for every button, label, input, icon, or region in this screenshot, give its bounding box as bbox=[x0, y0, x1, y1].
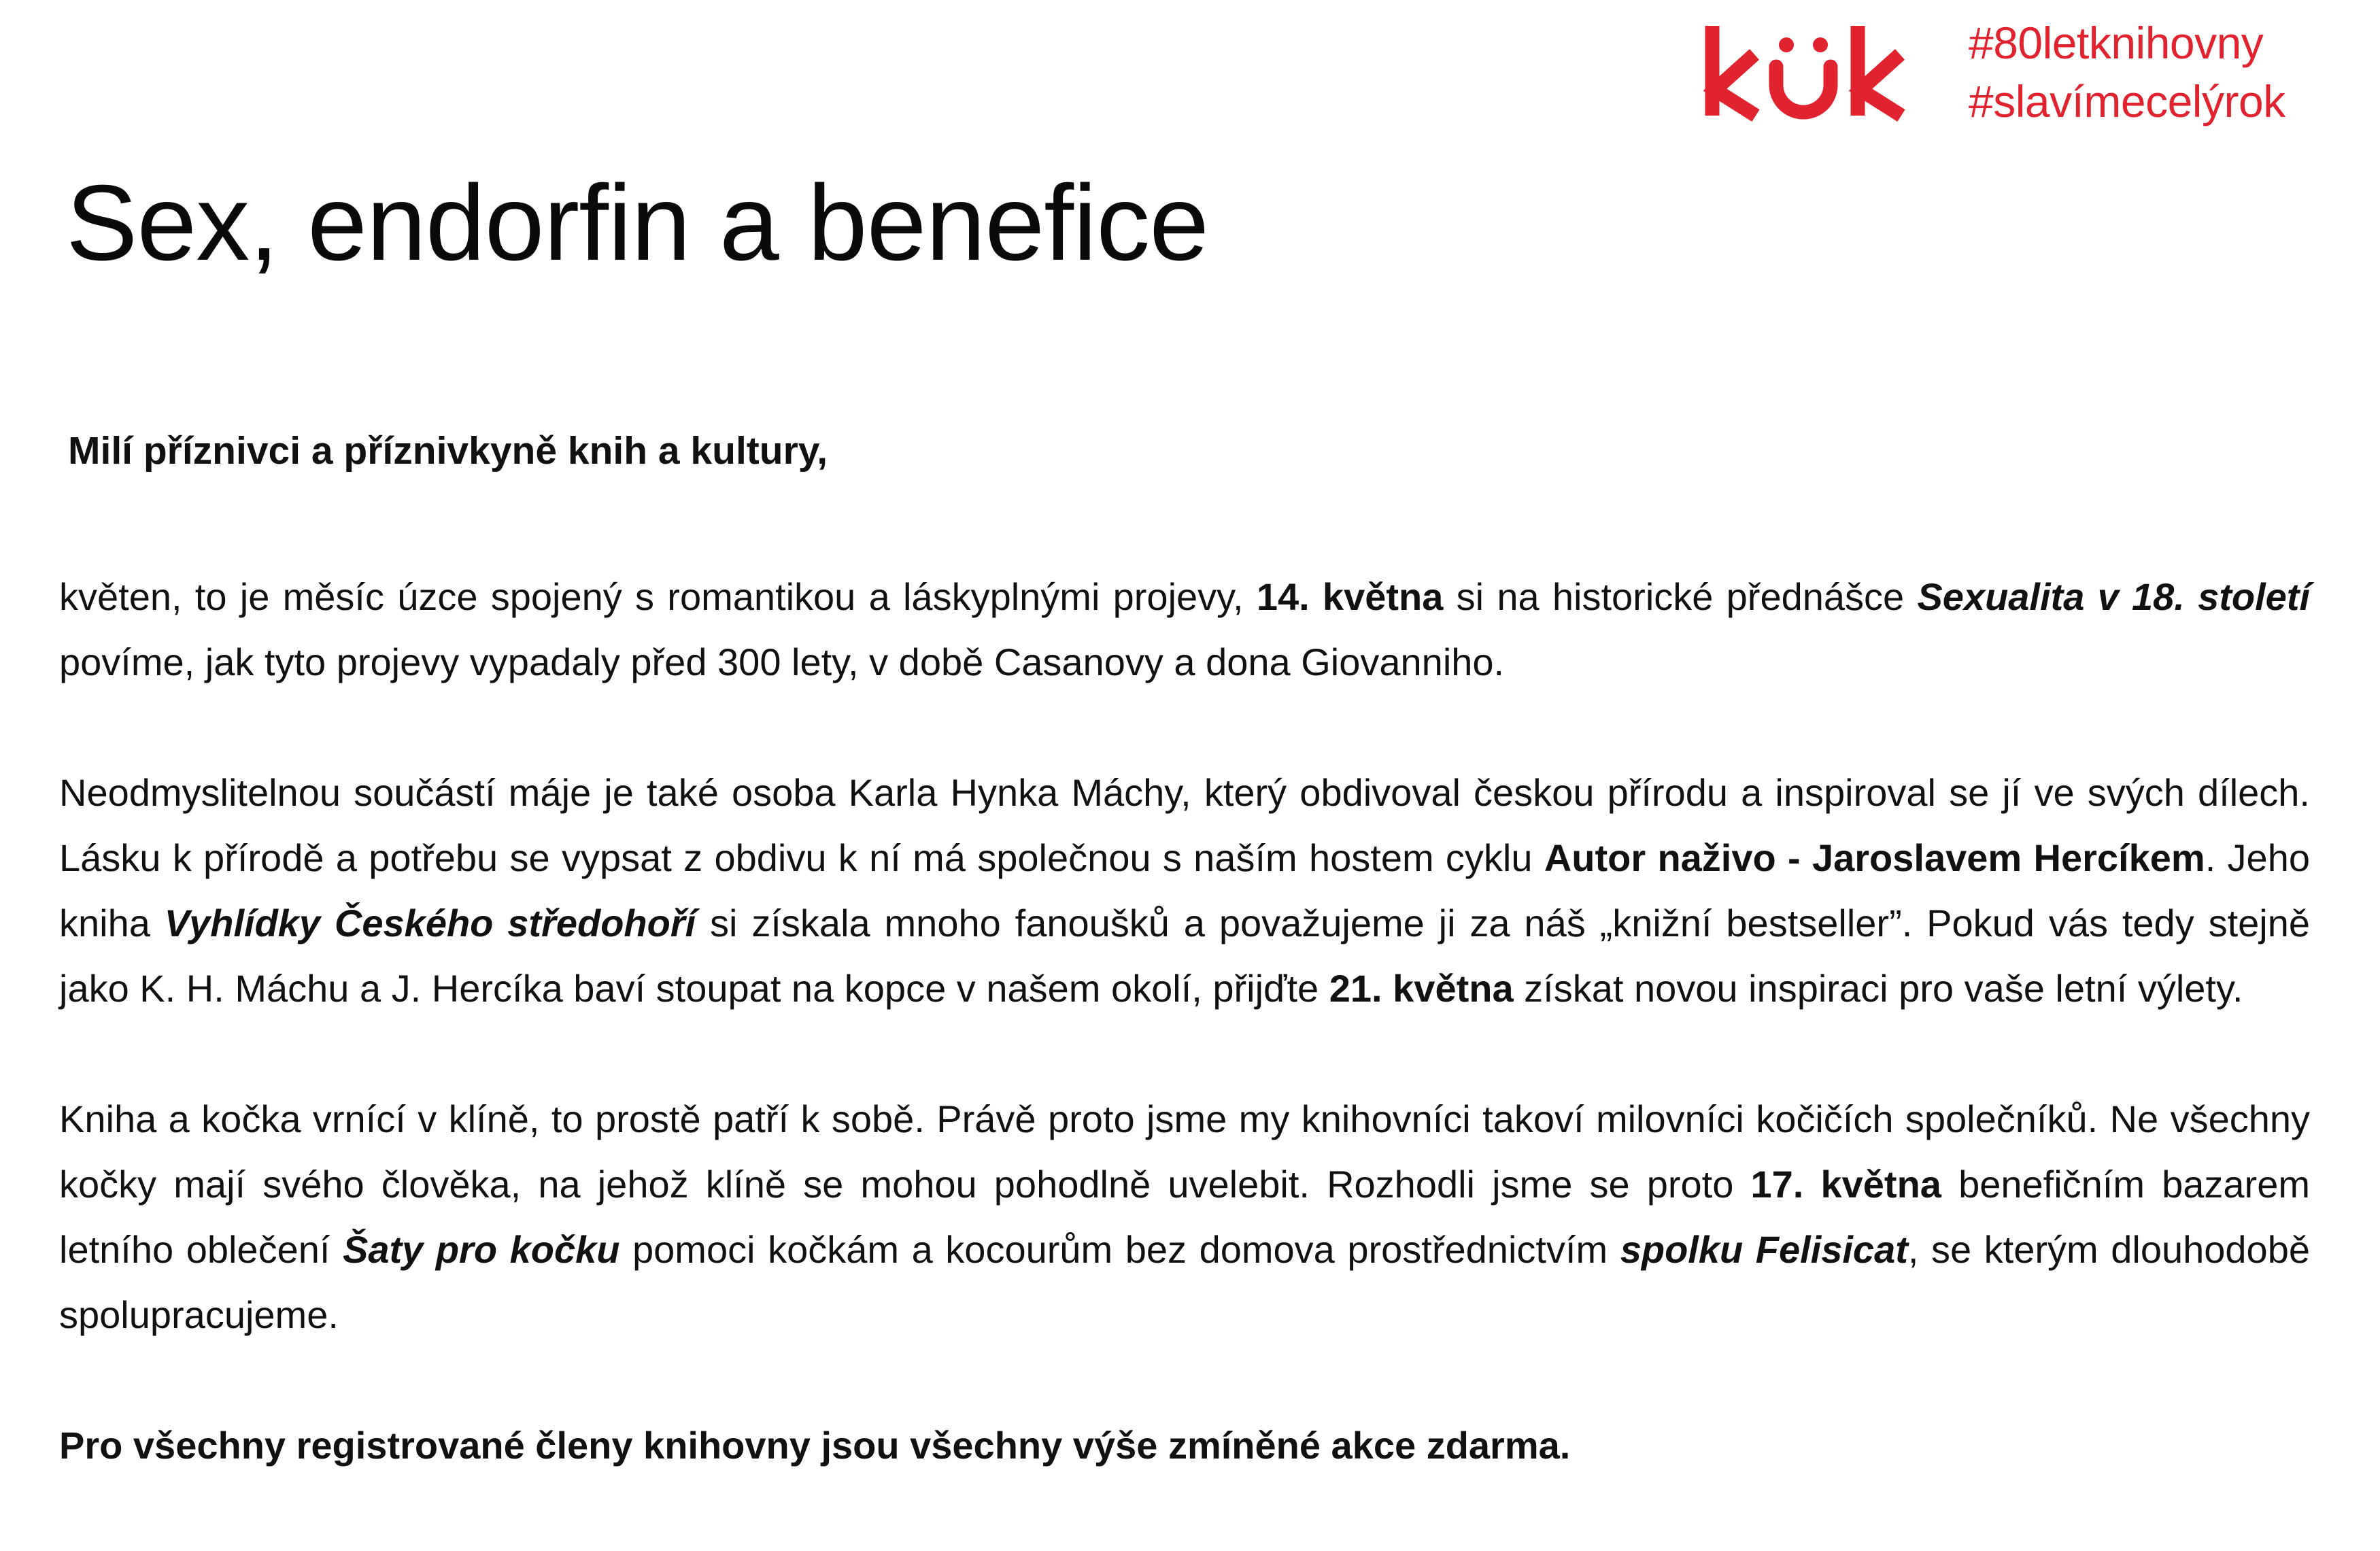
event-date: 21. května bbox=[1329, 967, 1514, 1010]
page-title: Sex, endorfin a benefice bbox=[66, 163, 1209, 283]
event-date: 14. května bbox=[1256, 575, 1444, 618]
paragraph-charity-bazaar bbox=[59, 1087, 2310, 1348]
text: Neodmyslitelnou součástí máje je také osoba Karla Hynka Máchy, který obdivoval českou přírodu a inspiroval se jí ve svých dílech. Lásku k přírodě a potřebu se vypsat z obdivu k ní má společnou s naším hostem cyklu bbox=[59, 771, 2310, 879]
greeting: Milí příznivci a příznivkyně knih a kultury, bbox=[68, 429, 828, 473]
newsletter-body bbox=[59, 564, 2310, 1478]
paragraph-history-lecture bbox=[59, 564, 2310, 695]
text: povíme, jak tyto projevy vypadaly před 300 lety, v době Casanovy a dona Giovanniho. bbox=[59, 641, 1505, 683]
text: květen, to je měsíc úzce spojený s romantikou a láskyplnými projevy, bbox=[59, 575, 1257, 618]
event-date: 17. května bbox=[1750, 1163, 1941, 1206]
kuk-logo-icon bbox=[1700, 20, 1945, 126]
event-title: Sexualita v 18. století bbox=[1917, 575, 2311, 618]
closing-note: Pro všechny registrované členy knihovny jsou všechny výše zmíněné akce zdarma. bbox=[59, 1424, 1571, 1467]
library-logo bbox=[1700, 20, 1945, 126]
paragraph-author-event bbox=[59, 760, 2310, 1021]
text: , se kterým dlouhodobě spolupracujeme. bbox=[59, 1228, 2310, 1336]
text: Kniha a kočka vrnící v klíně, to prostě patří k sobě. Právě proto jsme my knihovníci takoví milovníci kočičích společníků. Ne všechny kočky mají svého člověka, na jehož klíně se mohou pohodlně uvelebit. Rozhodli jsme se proto bbox=[59, 1097, 2310, 1206]
author-name: Autor naživo - Jaroslavem Hercíkem bbox=[1544, 836, 2205, 879]
hashtag-slavimecelyrok: #slavímecelýrok bbox=[1969, 76, 2285, 126]
hashtags bbox=[1969, 14, 2285, 131]
book-title: Vyhlídky Českého středohoří bbox=[164, 902, 696, 944]
text: benefičním bazarem letního oblečení bbox=[59, 1163, 2310, 1271]
text: získat novou inspiraci pro vaše letní výlety. bbox=[1513, 967, 2243, 1010]
text: . Jeho kniha bbox=[59, 836, 2310, 944]
text: pomoci kočkám a kocourům bez domova prostřednictvím bbox=[619, 1228, 1620, 1271]
text: si na historické přednášce bbox=[1443, 575, 1918, 618]
event-title: Šaty pro kočku bbox=[342, 1228, 620, 1271]
text: si získala mnoho fanoušků a považujeme ji za náš „knižní bestseller”. Pokud vás tedy stejně jako K. H. Máchu a J. Hercíka baví stoupat na kopce v našem okolí, přijďte bbox=[59, 902, 2311, 1010]
hashtag-80letknihovny: #80letknihovny bbox=[1969, 18, 2264, 68]
partner-name: spolku Felisicat bbox=[1620, 1228, 1908, 1271]
